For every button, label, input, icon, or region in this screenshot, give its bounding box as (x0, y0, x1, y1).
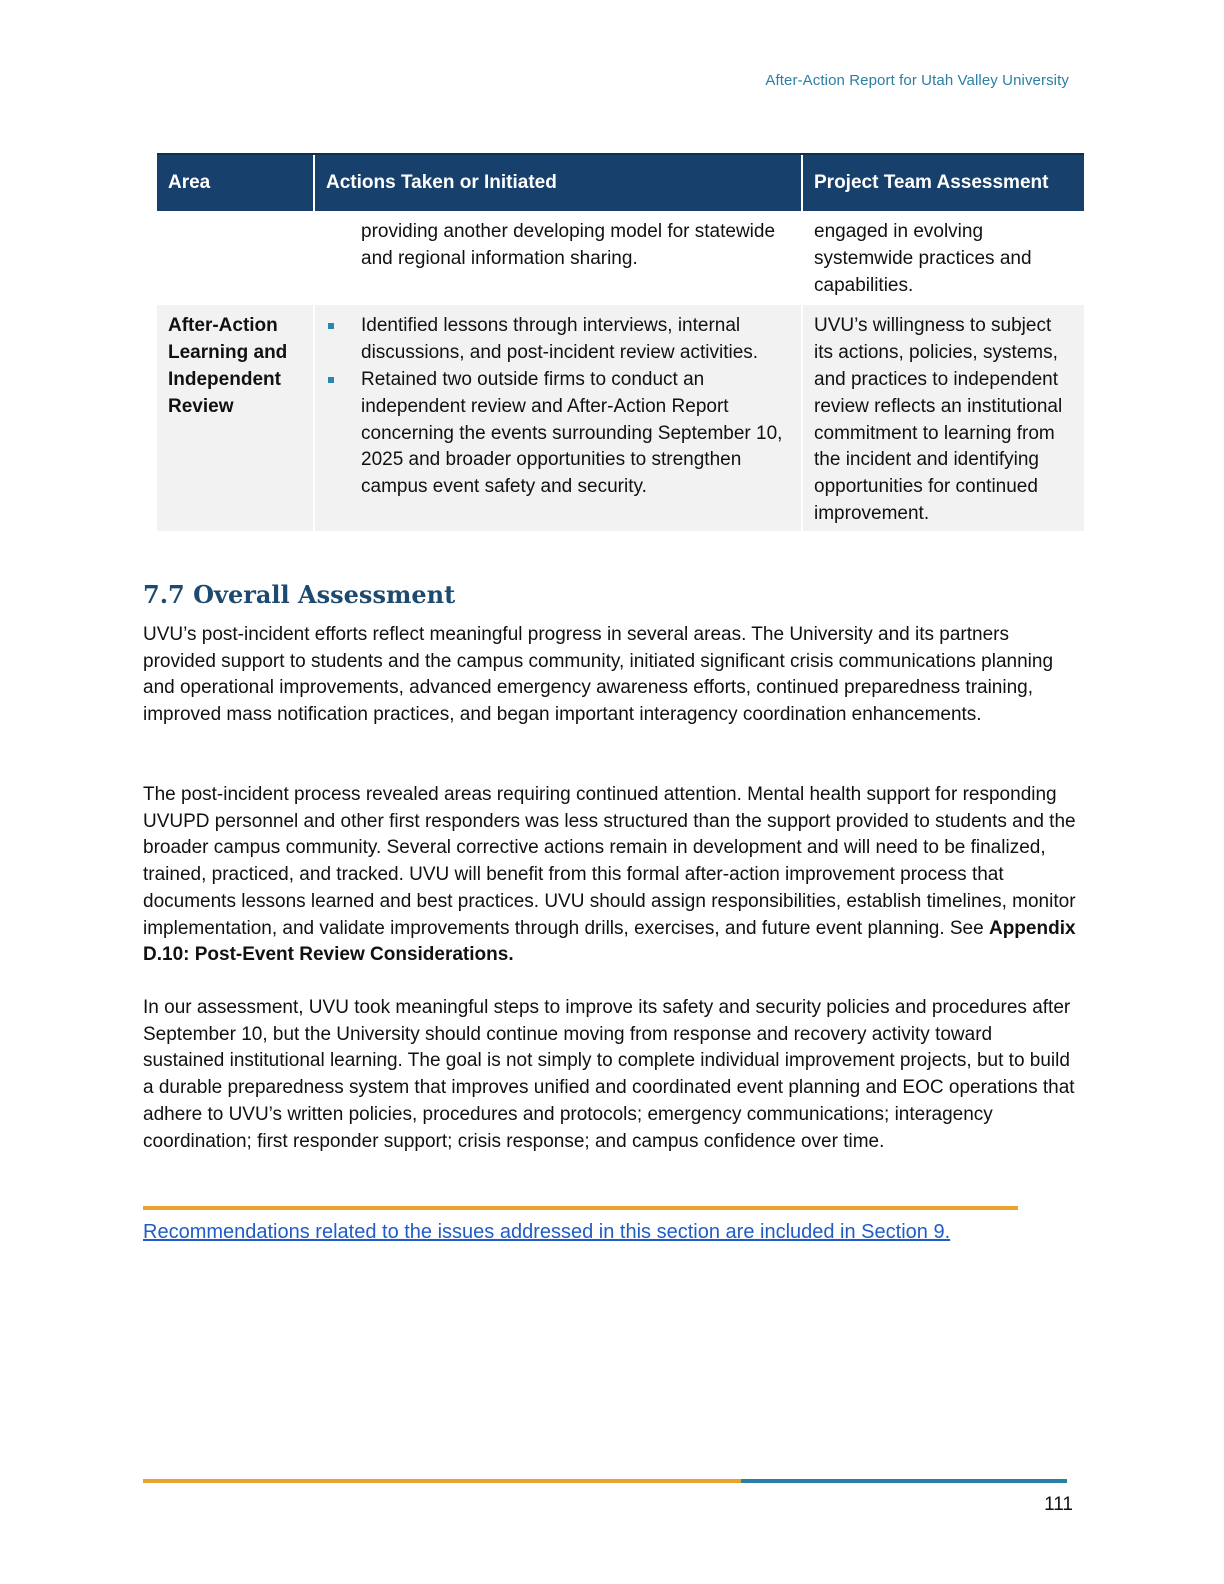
actions-assessment-table (157, 153, 1084, 531)
actions-cell (314, 211, 802, 305)
body-paragraph: UVU’s post-incident efforts reflect meaningful progress in several areas. The University and its partners provided support to students and the campus community, initiated significant crisis communications planning and operational improvements, advanced emergency awareness efforts, continued preparedness training, improved mass notification practices, and began important interagency coordination enhancements. (143, 624, 1054, 726)
column-header-assessment: Project Team Assessment (802, 154, 1084, 211)
assessment-cell: engaged in evolving systemwide practices and capabilities. (802, 211, 1084, 305)
section-heading: 7.7 Overall Assessment (143, 580, 456, 609)
paragraph-text: The post-incident process revealed areas requiring continued attention. Mental health support for responding UVUPD personnel and other first responders was less structured than the support provided to students and the broader campus community. Several corrective actions remain in development and will need to be finalized, trained, practiced, and tracked. UVU will benefit from this formal after-action improvement process that documents lessons learned and best practices. UVU should assign responsibilities, establish timelines, monitor implementation, and validate improvements through drills, exercises, and future event planning. See (143, 784, 1076, 939)
area-cell: After-Action Learning and Independent Review (157, 305, 314, 530)
callout-divider (143, 1206, 1018, 1210)
recommendations-link[interactable]: Recommendations related to the issues addressed in this section are included in Section 9. (143, 1221, 951, 1243)
appendix-reference: Appendix D.10: Post-Event Review Considerations. (143, 917, 1076, 966)
actions-cell (314, 305, 802, 530)
actions-bullet-list (326, 313, 790, 501)
page-number: 111 (1044, 1494, 1073, 1515)
actions-text: providing another developing model for statewide and regional information sharing. (361, 221, 776, 269)
area-cell-empty (157, 211, 314, 305)
list-item: Retained two outside firms to conduct an independent review and After-Action Report concerning the events surrounding September 10, 2025 and broader opportunities to strengthen campus event safety and security. (326, 367, 790, 501)
footer-divider-blue (741, 1479, 1067, 1483)
table-row (157, 305, 1084, 530)
body-paragraph (143, 782, 1078, 969)
running-header-title: After-Action Report for Utah Valley University (765, 72, 1069, 89)
list-item: Identified lessons through interviews, internal discussions, and post-incident review activities. (326, 313, 790, 367)
assessment-cell: UVU’s willingness to subject its actions, policies, systems, and practices to independent review reflects an institutional commitment to learning from the incident and identifying opportunities for continued improvement. (802, 305, 1084, 530)
body-paragraph: In our assessment, UVU took meaningful steps to improve its safety and security policies and procedures after September 10, but the University should continue moving from response and recovery activity toward sustained institutional learning. The goal is not simply to complete individual improvement projects, but to build a durable preparedness system that improves unified and coordinated event planning and EOC operations that adhere to UVU’s written policies, procedures and protocols; emergency communications; interagency coordination; first responder support; crisis response; and campus confidence over time. (143, 997, 1075, 1152)
column-header-actions: Actions Taken or Initiated (314, 154, 802, 211)
column-header-area: Area (157, 154, 314, 211)
table-header-row (157, 154, 1084, 211)
table-row-continued (157, 211, 1084, 305)
footer-divider-gold (143, 1479, 741, 1483)
